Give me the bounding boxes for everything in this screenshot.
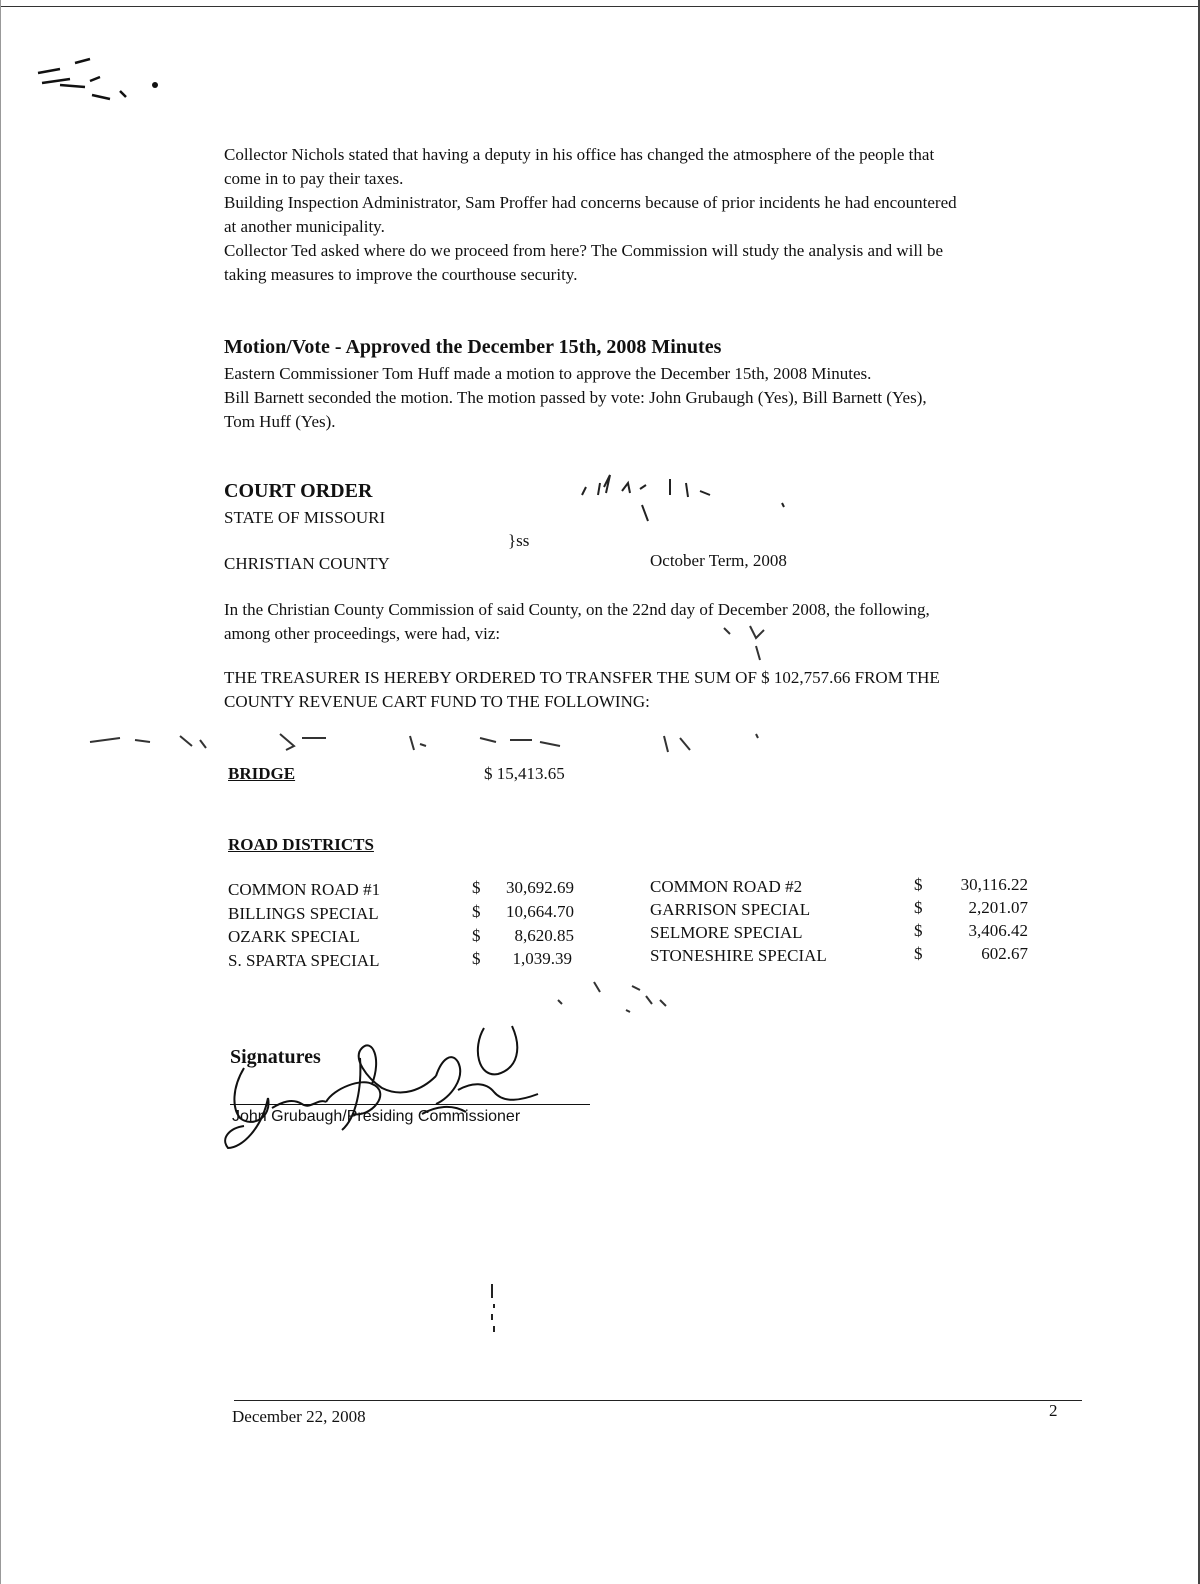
intro-paragraph bbox=[224, 143, 1084, 287]
order-line: COUNTY REVENUE CART FUND TO THE FOLLOWING: bbox=[224, 692, 650, 711]
road-district-name: STONESHIRE SPECIAL bbox=[650, 946, 827, 965]
road-district-name: SELMORE SPECIAL bbox=[650, 923, 803, 942]
motion-line: Bill Barnett seconded the motion. The motion passed by vote: John Grubaugh (Yes), Bill Barnett (Yes), bbox=[224, 388, 927, 407]
scan-edge bbox=[0, 6, 1200, 7]
proceedings-paragraph bbox=[224, 598, 1084, 646]
road-district-amount: 30,692.69 bbox=[506, 878, 574, 897]
intro-line: taking measures to improve the courthouse security. bbox=[224, 265, 578, 284]
intro-line: come in to pay their taxes. bbox=[224, 169, 404, 188]
county-label: CHRISTIAN COUNTY bbox=[224, 554, 390, 573]
road-district-amount: 3,406.42 bbox=[968, 921, 1028, 940]
road-district-amount: 2,201.07 bbox=[968, 898, 1028, 917]
dollar-sign: $ bbox=[914, 944, 923, 963]
order-line: THE TREASURER IS HEREBY ORDERED TO TRANSFER THE SUM OF $ 102,757.66 FROM THE bbox=[224, 668, 940, 687]
footer-rule bbox=[234, 1400, 1082, 1401]
road-district-name: COMMON ROAD #1 bbox=[228, 880, 381, 899]
page-number: 2 bbox=[1049, 1401, 1058, 1420]
scan-noise-mark bbox=[486, 1280, 506, 1340]
scan-edge bbox=[0, 0, 1, 1584]
road-district-amount: 30,116.22 bbox=[960, 875, 1028, 894]
road-district-name: BILLINGS SPECIAL bbox=[228, 904, 379, 923]
dollar-sign: $ bbox=[472, 902, 481, 921]
intro-line: Building Inspection Administrator, Sam Proffer had concerns because of prior incidents he had encountered bbox=[224, 193, 957, 212]
proceedings-line: In the Christian County Commission of said County, on the 22nd day of December 2008, the following, bbox=[224, 600, 930, 619]
dollar-sign: $ bbox=[914, 898, 923, 917]
court-order-heading: COURT ORDER bbox=[224, 480, 373, 502]
scan-noise-mark bbox=[700, 620, 780, 670]
motion-line: Eastern Commissioner Tom Huff made a motion to approve the December 15th, 2008 Minutes. bbox=[224, 364, 872, 383]
dollar-sign: $ bbox=[472, 878, 481, 897]
road-district-amount: 1,039.39 bbox=[512, 949, 572, 968]
intro-line: at another municipality. bbox=[224, 217, 385, 236]
state-label: STATE OF MISSOURI bbox=[224, 508, 386, 527]
scan-noise-mark bbox=[80, 722, 780, 762]
dollar-sign: $ bbox=[914, 921, 923, 940]
scan-noise-mark bbox=[30, 55, 170, 110]
motion-paragraph bbox=[224, 362, 1084, 434]
motion-line: Tom Huff (Yes). bbox=[224, 412, 336, 431]
signature-block bbox=[222, 1018, 602, 1168]
road-district-amount: 10,664.70 bbox=[506, 902, 574, 921]
handwritten-scribble bbox=[570, 465, 810, 525]
road-district-name: GARRISON SPECIAL bbox=[650, 900, 811, 919]
signer-name: John Grubaugh/Presiding Commissioner bbox=[232, 1108, 521, 1125]
road-district-amount: 8,620.85 bbox=[514, 926, 574, 945]
bridge-label: BRIDGE bbox=[228, 764, 296, 783]
road-district-name: S. SPARTA SPECIAL bbox=[228, 951, 380, 970]
road-districts-heading: ROAD DISTRICTS bbox=[228, 835, 374, 854]
signatures-heading: Signatures bbox=[230, 1046, 321, 1068]
handwritten-signature bbox=[222, 1018, 602, 1168]
dollar-sign: $ bbox=[472, 926, 481, 945]
dollar-sign: $ bbox=[914, 875, 923, 894]
order-paragraph bbox=[224, 666, 1084, 714]
road-district-name: OZARK SPECIAL bbox=[228, 927, 360, 946]
intro-line: Collector Nichols stated that having a deputy in his office has changed the atmosphere of the people that bbox=[224, 145, 935, 164]
footer-date: December 22, 2008 bbox=[232, 1407, 366, 1426]
proceedings-line: among other proceedings, were had, viz: bbox=[224, 624, 501, 643]
ss-bracket: }ss bbox=[508, 531, 530, 550]
dollar-sign: $ bbox=[472, 949, 481, 968]
bridge-amount: $ 15,413.65 bbox=[484, 764, 565, 783]
road-district-amount: 602.67 bbox=[981, 944, 1028, 963]
motion-heading: Motion/Vote - Approved the December 15th, 2008 Minutes bbox=[224, 336, 722, 358]
road-district-name: COMMON ROAD #2 bbox=[650, 877, 803, 896]
intro-line: Collector Ted asked where do we proceed from here? The Commission will study the analysis and will be bbox=[224, 241, 944, 260]
term-label: October Term, 2008 bbox=[650, 551, 787, 570]
